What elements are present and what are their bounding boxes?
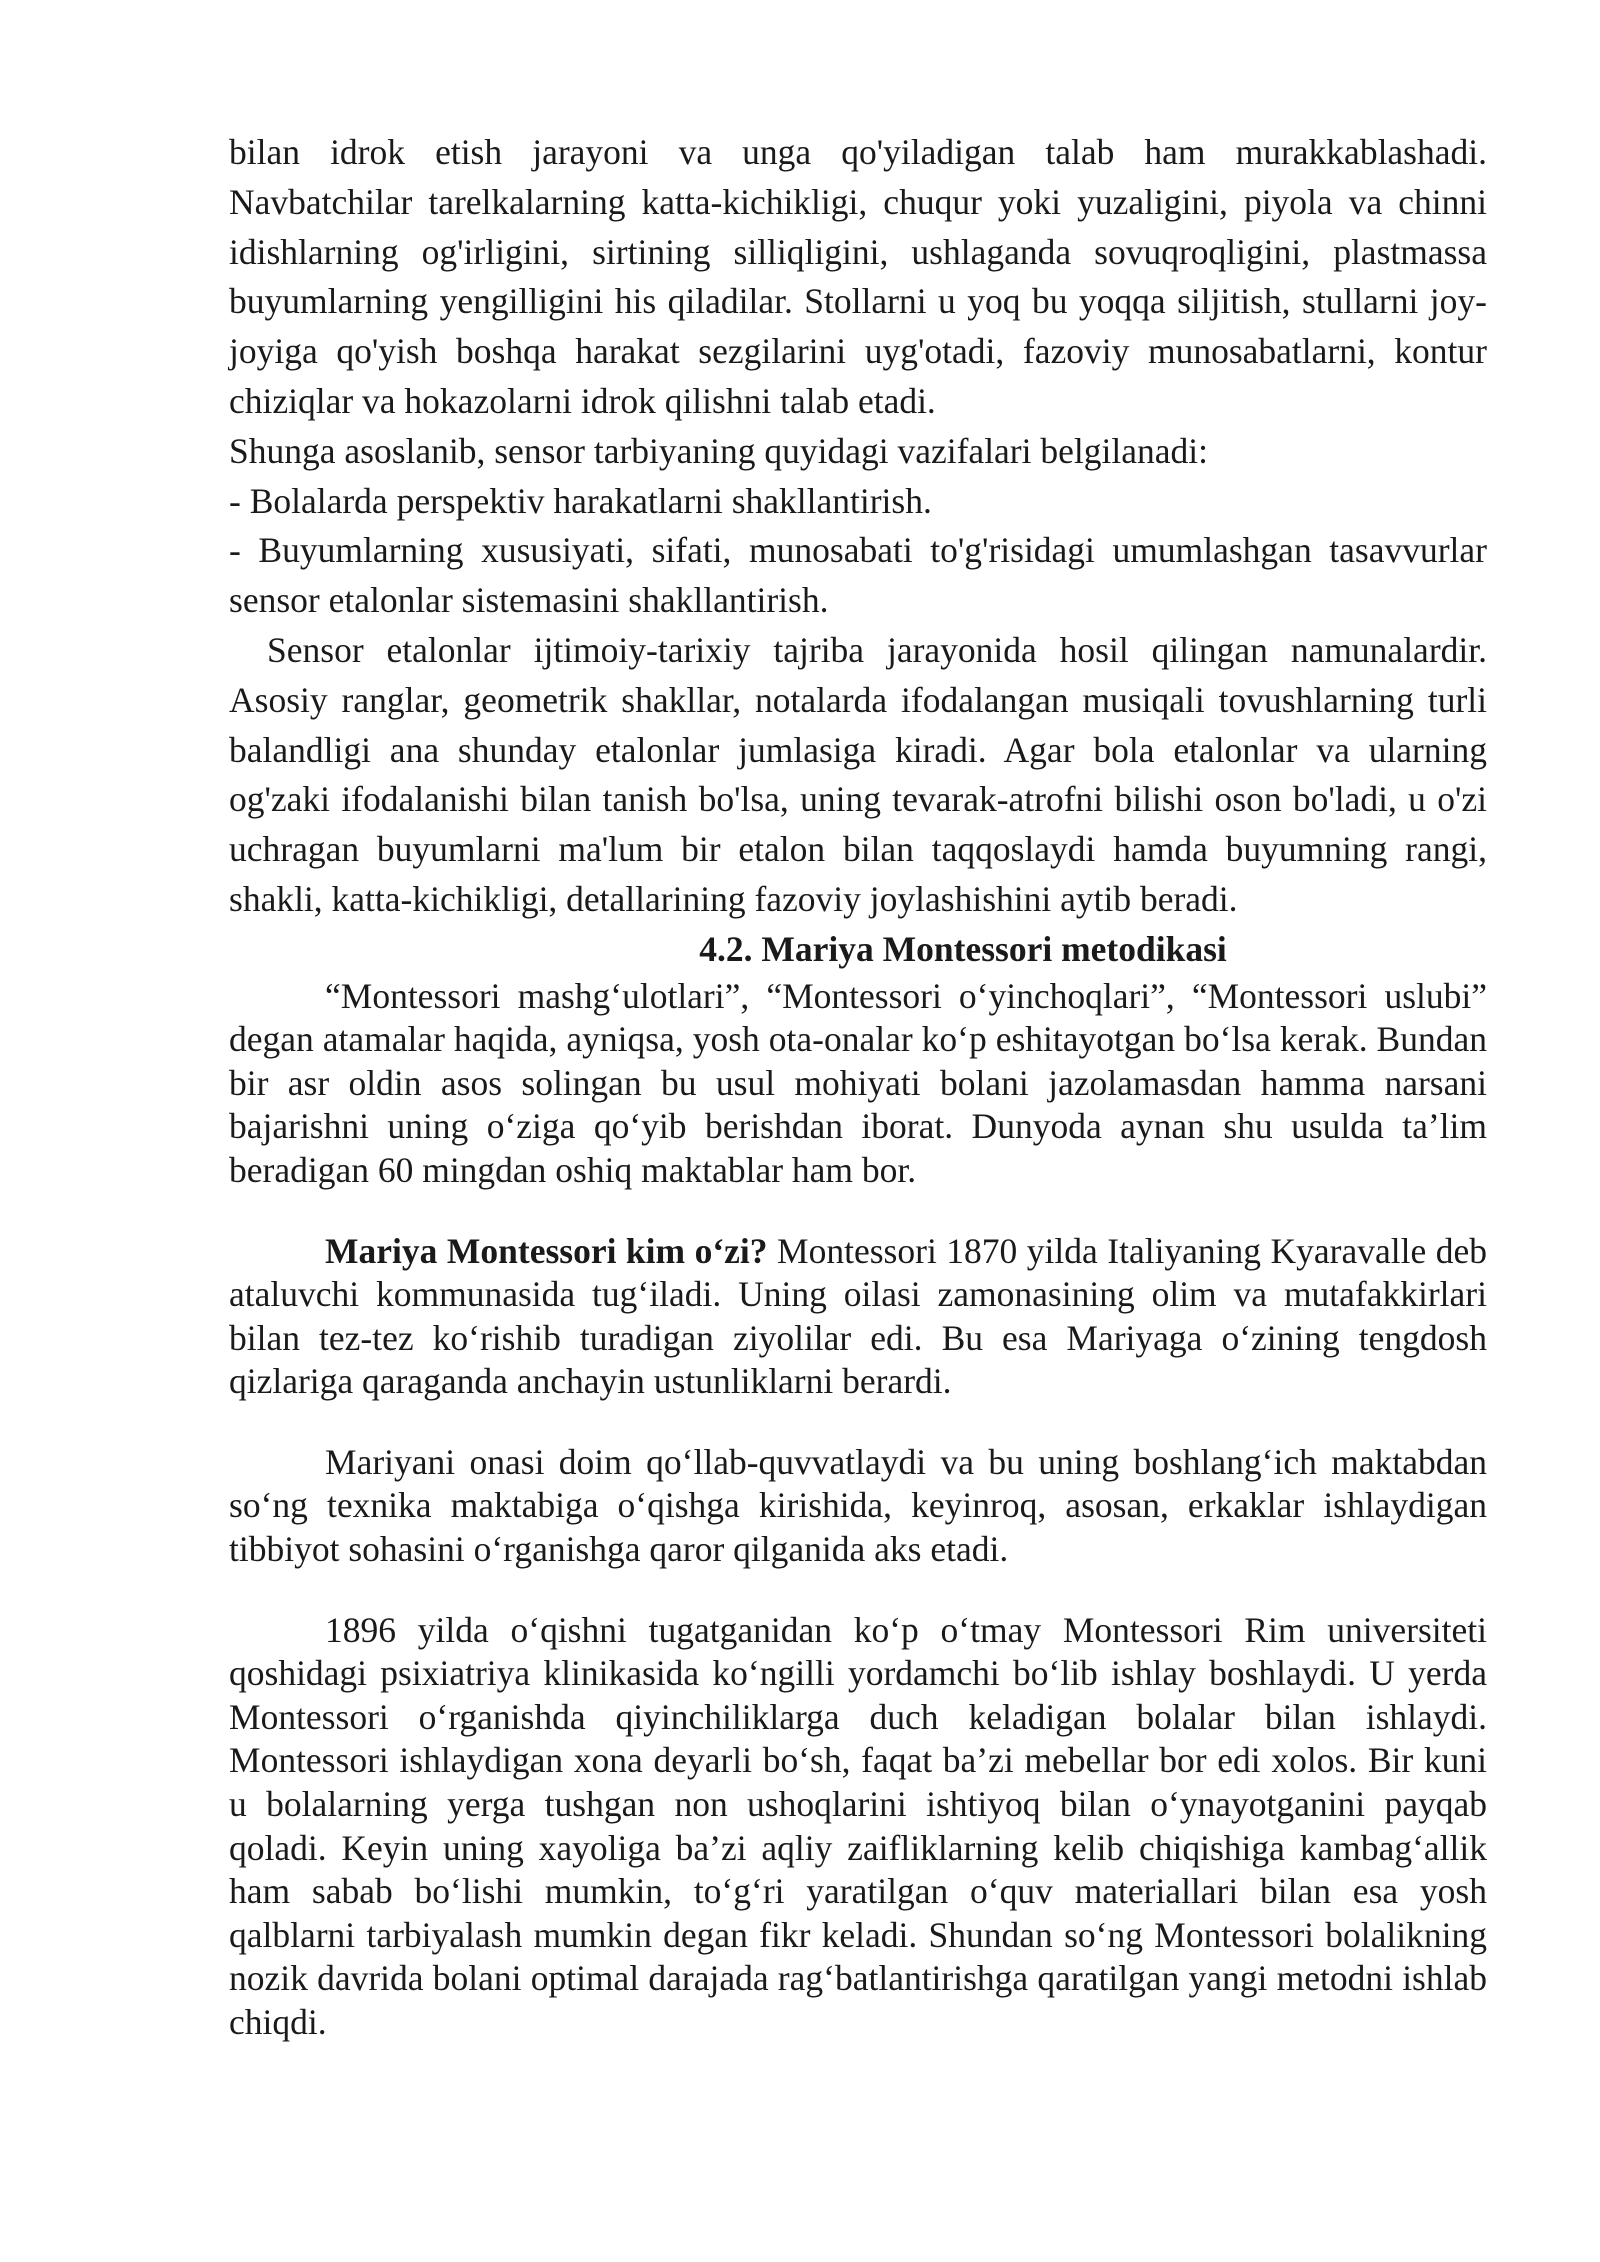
paragraph-gap — [229, 1572, 1487, 1609]
list-item: - Buyumlarning xususiyati, sifati, munosabati to'g'risidagi umumlashgan tasavvurlar sensor etalonlar sistemasini shakllantirish. — [229, 530, 1487, 621]
paragraph-text: Montessori 1870 yilda Italiyaning Kyaravalle deb ataluvchi kommunasida tug‘iladi. Uning oilasi zamonasining olim va mutafakkirlari bilan tez-tez ko‘rishib turadigan ziyolilar edi. Bu esa Mariyaga o‘zining tengdosh qizlariga qaraganda anchayin ustunliklarni berardi. — [229, 1230, 1487, 1402]
paragraph-gap — [229, 1404, 1487, 1441]
paragraph-gap — [229, 1193, 1487, 1230]
paragraph-tasks-intro: Shunga asoslanib, sensor tarbiyaning quyidagi vazifalari belgilanadi: — [229, 430, 1208, 471]
paragraph-1896-clinic: 1896 yilda o‘qishni tugatganidan ko‘p o‘tmay Montessori Rim universiteti qoshidagi psixiatriya klinikasida ko‘ngilli yordamchi bo‘lib ishlay boshlaydi. U yerda Montessori o‘rganishda qiyinchiliklarga duch keladigan bolalar bilan ishlaydi. Montessori ishlaydigan xona deyarli bo‘sh, faqat ba’zi mebellar bor edi xolos. Bir kuni u bolalarning yerga tushgan non ushoqlarini ishtiyoq bilan o‘ynayotganini payqab qoladi. Keyin uning xayoliga ba’zi aqliy zaifliklarning kelib chiqishiga kambag‘allik ham sabab bo‘lishi mumkin, to‘g‘ri yaratilgan o‘quv materiallari bilan esa yosh qalblarni tarbiyalash mumkin degan fikr keladi. Shundan so‘ng Montessori bolalikning nozik davrida bolani optimal darajada rag‘batlantirishga qaratilgan yangi metodni ishlab chiqdi. — [229, 1609, 1487, 2043]
list-item: - Bolalarda perspektiv harakatlarni shakllantirish. — [229, 480, 932, 521]
section-title: 4.2. Mariya Montessori metodikasi — [699, 928, 1227, 969]
paragraph-who-is-montessori — [229, 1230, 1487, 1404]
bold-lead-question: Mariya Montessori kim o‘zi? — [325, 1230, 768, 1271]
paragraph-mother-support: Mariyani onasi doim qo‘llab-quvvatlaydi va bu uning boshlang‘ich maktabdan so‘ng texnika maktabiga o‘qishga kirishida, keyinroq, asosan, erkaklar ishlaydigan tibbiyot sohasini o‘rganishga qaror qilganida aks etadi. — [229, 1441, 1487, 1570]
text-column — [229, 128, 1487, 2045]
paragraph-sensor-etalons: Sensor etalonlar ijtimoiy-tarixiy tajriba jarayonida hosil qilingan namunalardir. Asosiy ranglar, geometrik shakllar, notalarda ifodalangan musiqali tovushlarning turli balandligi ana shunday etalonlar jumlasiga kiradi. Agar bola etalonlar va ularning og'zaki ifodalanishi bilan tanish bo'lsa, uning tevarak-atrofni bilishi oson bo'ladi, u o'zi uchragan buyumlarni ma'lum bir etalon bilan taqqoslaydi hamda buyumning rangi, shakli, katta-kichikligi, detallarining fazoviy joylashishini aytib beradi. — [229, 629, 1487, 919]
paragraph-montessori-intro: “Montessori mashg‘ulotlari”, “Montessori o‘yinchoqlari”, “Montessori uslubi” degan atamalar haqida, ayniqsa, yosh ota-onalar ko‘p eshitayotgan bo‘lsa kerak. Bundan bir asr oldin asos solingan bu usul mohiyati bolani jazolamasdan hamma narsani bajarishni uning o‘ziga qo‘yib berishdan iborat. Dunyoda aynan shu usulda ta’lim beradigan 60 mingdan oshiq maktablar ham bor. — [229, 975, 1487, 1190]
paragraph-sensor-perception: bilan idrok etish jarayoni va unga qo'yiladigan talab ham murakkablashadi. Navbatchilar tarelkalarning katta-kichikligi, chuqur yoki yuzaligini, piyola va chinni idishlarning og'irligini, sirtining silliqligini, ushlaganda sovuqroqligini, plastmassa buyumlarning yengilligini his qiladilar. Stollarni u yoq bu yoqqa siljitish, stullarni joy-joyiga qo'yish boshqa harakat sezgilarini uyg'otadi, fazoviy munosabatlarni, kontur chiziqlar va hokazolarni idrok qilishni talab etadi. — [229, 132, 1487, 421]
